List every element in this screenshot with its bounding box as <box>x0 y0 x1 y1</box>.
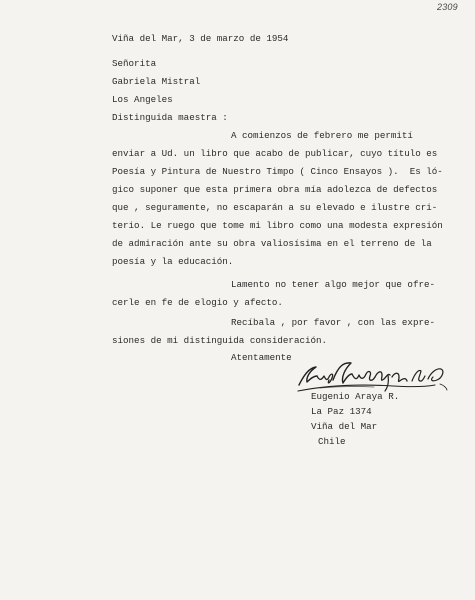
body-line: enviar a Ud. un libro que acabo de publicar, cuyo título es <box>112 148 438 159</box>
archive-number: 2309 <box>437 2 458 12</box>
body-line: que , seguramente, no escaparán a su elevado e ilustre cri- <box>112 202 438 213</box>
handwritten-signature <box>296 356 448 394</box>
body-line: siones de mi distinguida consideración. <box>112 335 328 346</box>
body-line: Lamento no tener algo mejor que ofre- <box>231 279 435 290</box>
closing: Atentamente <box>231 352 292 363</box>
recipient-city: Los Angeles <box>112 94 173 105</box>
sender-address: La Paz 1374 <box>311 406 372 417</box>
sender-name: Eugenio Araya R. <box>311 391 400 402</box>
sender-country: Chile <box>318 436 346 447</box>
body-line: poesía y la educación. <box>112 256 234 267</box>
body-line: Recíbala , por favor , con las expre- <box>231 317 435 328</box>
body-line: A comienzos de febrero me permití <box>231 130 413 141</box>
recipient-name: Gabriela Mistral <box>112 76 201 87</box>
body-line: terio. Le ruego que tome mi libro como una modesta expresión <box>112 220 443 231</box>
date-line: Viña del Mar, 3 de marzo de 1954 <box>112 33 289 44</box>
body-line: cerle en fe de elogio y afecto. <box>112 297 283 308</box>
recipient-title: Señorita <box>112 58 157 69</box>
sender-city: Viña del Mar <box>311 421 378 432</box>
body-line: gico suponer que esta primera obra mía adolezca de defectos <box>112 184 438 195</box>
body-line: Poesía y Pintura de Nuestro Timpo ( Cinco Ensayos ). Es ló- <box>112 166 443 177</box>
greeting: Distinguida maestra : <box>112 112 228 123</box>
body-line: de admiración ante su obra valiosísima en el terreno de la <box>112 238 432 249</box>
